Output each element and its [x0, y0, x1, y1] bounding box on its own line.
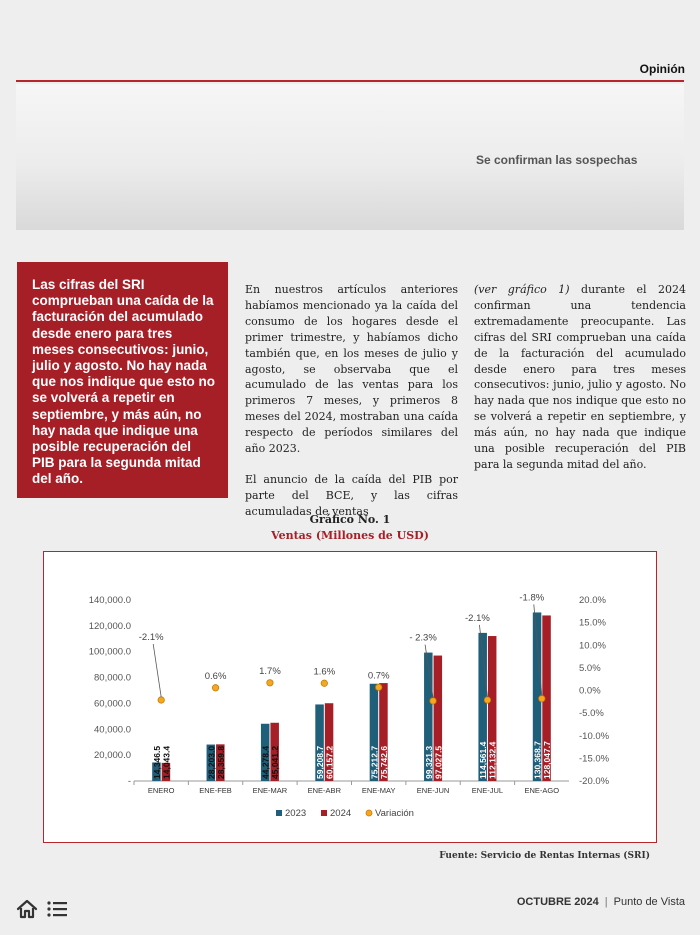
data-label-2023: 99,321.3: [423, 745, 434, 779]
issue-date: OCTUBRE 2024: [516, 896, 599, 908]
variation-point: [158, 697, 164, 703]
chart-subtitle: Ventas (Millones de USD): [271, 529, 429, 542]
header-divider: [16, 80, 684, 82]
list-menu-icon[interactable]: [46, 898, 68, 920]
chart-container: [43, 551, 657, 843]
data-label-2023: 59,208.7: [315, 745, 326, 779]
variation-leader: [153, 644, 161, 697]
data-label-2024: 28,359.8: [215, 745, 226, 779]
y-right-tick-label: 5.0%: [579, 662, 601, 674]
data-label-2023: 14,346.5: [151, 745, 162, 779]
x-tick-label: ENE-JUN: [416, 786, 450, 795]
variation-point: [212, 685, 218, 691]
variation-label: 1.7%: [259, 665, 281, 677]
pull-quote: Las cifras del SRI comprueban una caída de la facturación del acumulado desde enero para tres meses consecutivos: junio, julio y agosto. No hay nada que nos indique que esto no se volverá a repetir en septiembre, y más aún, no hay nada que indique una posible recuperación del PIB para la segunda mitad del año.: [17, 262, 228, 498]
variation-label: - 2.3%: [409, 632, 437, 644]
y-left-tick-label: 80,000.0: [94, 672, 131, 684]
variation-point: [430, 698, 436, 704]
section-label: Opinión: [639, 62, 685, 76]
data-label-2024: 60,157.2: [324, 745, 335, 779]
variation-point: [267, 680, 273, 686]
home-icon[interactable]: [16, 898, 38, 920]
variation-label: 0.6%: [204, 670, 227, 682]
chart-source: Fuente: Servicio de Rentas Internas (SRI): [439, 851, 650, 861]
y-right-tick-label: -10.0%: [579, 730, 610, 742]
publication-name: Punto de Vista: [613, 896, 685, 908]
x-tick-label: ENE-FEB: [199, 786, 232, 795]
y-left-tick-label: 120,000.0: [88, 620, 131, 632]
paragraph: [474, 282, 686, 473]
chart-title: Gráfico No. 1: [309, 513, 391, 526]
legend-swatch-variacion: [366, 810, 372, 816]
x-tick-label: ENE-MAR: [252, 786, 288, 795]
paragraph-text: durante el 2024 confirman una tendencia extremadamente preocupante. Las cifras del SRI comprueban una caída de la facturación del acumulado desde enero para tres meses consecutivos: junio, julio y agosto. No hay nada que nos indique que esto no se volverá a repetir en septiembre, y más aún, no hay nada que indique una posible recuperación del PIB para la segunda mitad del año.: [474, 283, 686, 471]
variation-point: [375, 684, 381, 690]
variation-point: [539, 695, 545, 701]
chart-reference: (ver gráfico 1): [474, 283, 570, 296]
y-right-tick-label: 15.0%: [579, 617, 606, 629]
y-right-tick-label: 20.0%: [579, 595, 606, 606]
data-label-2024: 14,043.4: [161, 745, 172, 779]
legend-label-2024: 2024: [330, 808, 352, 819]
article-title: Se confirman las sospechas: [476, 153, 638, 167]
paragraph: En nuestros artículos anteriores habíamos mencionado ya la caída del consumo de los hogares desde el primer trimestre, y habíamos dicho también que, en los meses de julio y agosto, se observaba que el acumulado de las ventas para los primeros 7 meses, y primeros 8 meses del 2024, mostraban una caída respecto de períodos similares del año 2023.: [245, 283, 458, 456]
sales-chart: [44, 552, 656, 842]
variation-point: [321, 680, 327, 686]
y-left-tick-label: 140,000.0: [88, 595, 131, 606]
footer: [517, 896, 685, 908]
data-label-2023: 28,203.0: [206, 745, 217, 779]
legend-label-variacion: Variación: [375, 808, 414, 819]
data-label-2024: 112,132.4: [487, 741, 498, 779]
data-label-2024: 128,047.7: [542, 741, 553, 779]
y-left-tick-label: 20,000.0: [94, 750, 131, 762]
variation-label: -1.8%: [519, 592, 545, 604]
y-right-tick-label: -20.0%: [579, 776, 610, 787]
footer-separator: |: [604, 896, 608, 908]
y-left-tick-label: 100,000.0: [88, 646, 131, 658]
y-left-tick-label: 40,000.0: [94, 724, 131, 736]
y-left-tick-label: 60,000.0: [94, 698, 131, 710]
y-right-tick-label: -5.0%: [579, 708, 604, 720]
x-tick-label: ENE-ABR: [307, 786, 341, 795]
variation-point: [484, 697, 490, 703]
variation-label: -2.1%: [465, 612, 490, 624]
paragraph: El anuncio de la caída del PIB por parte del BCE, y las cifras acumuladas de ventas: [245, 472, 458, 518]
y-right-tick-label: 0.0%: [579, 685, 601, 697]
data-label-2023: 75,212.7: [369, 745, 380, 779]
variation-label: 1.6%: [313, 666, 336, 678]
article-column-2: [474, 282, 686, 488]
data-label-2023: 130,368.7: [532, 741, 543, 779]
x-tick-label: ENE-MAY: [361, 786, 396, 795]
variation-label: 0.7%: [367, 670, 390, 682]
legend-swatch-2024: [321, 810, 327, 816]
y-right-tick-label: -15.0%: [579, 753, 610, 765]
legend-swatch-2023: [276, 810, 282, 816]
y-right-tick-label: 10.0%: [579, 640, 606, 652]
data-label-2023: 114,561.4: [478, 741, 489, 779]
legend-label-2023: 2023: [285, 808, 307, 819]
variation-label: -2.1%: [138, 632, 164, 644]
data-label-2024: 45,041.2: [270, 745, 281, 779]
y-left-tick-label: -: [127, 776, 131, 787]
x-tick-label: ENE-AGO: [524, 786, 560, 795]
article-column-1: [245, 282, 458, 535]
data-label-2024: 75,742.6: [378, 745, 389, 779]
data-label-2023: 44,278.4: [260, 745, 271, 779]
data-label-2024: 97,027.5: [433, 745, 444, 779]
x-tick-label: ENERO: [147, 786, 175, 795]
x-tick-label: ENE-JUL: [471, 786, 504, 795]
